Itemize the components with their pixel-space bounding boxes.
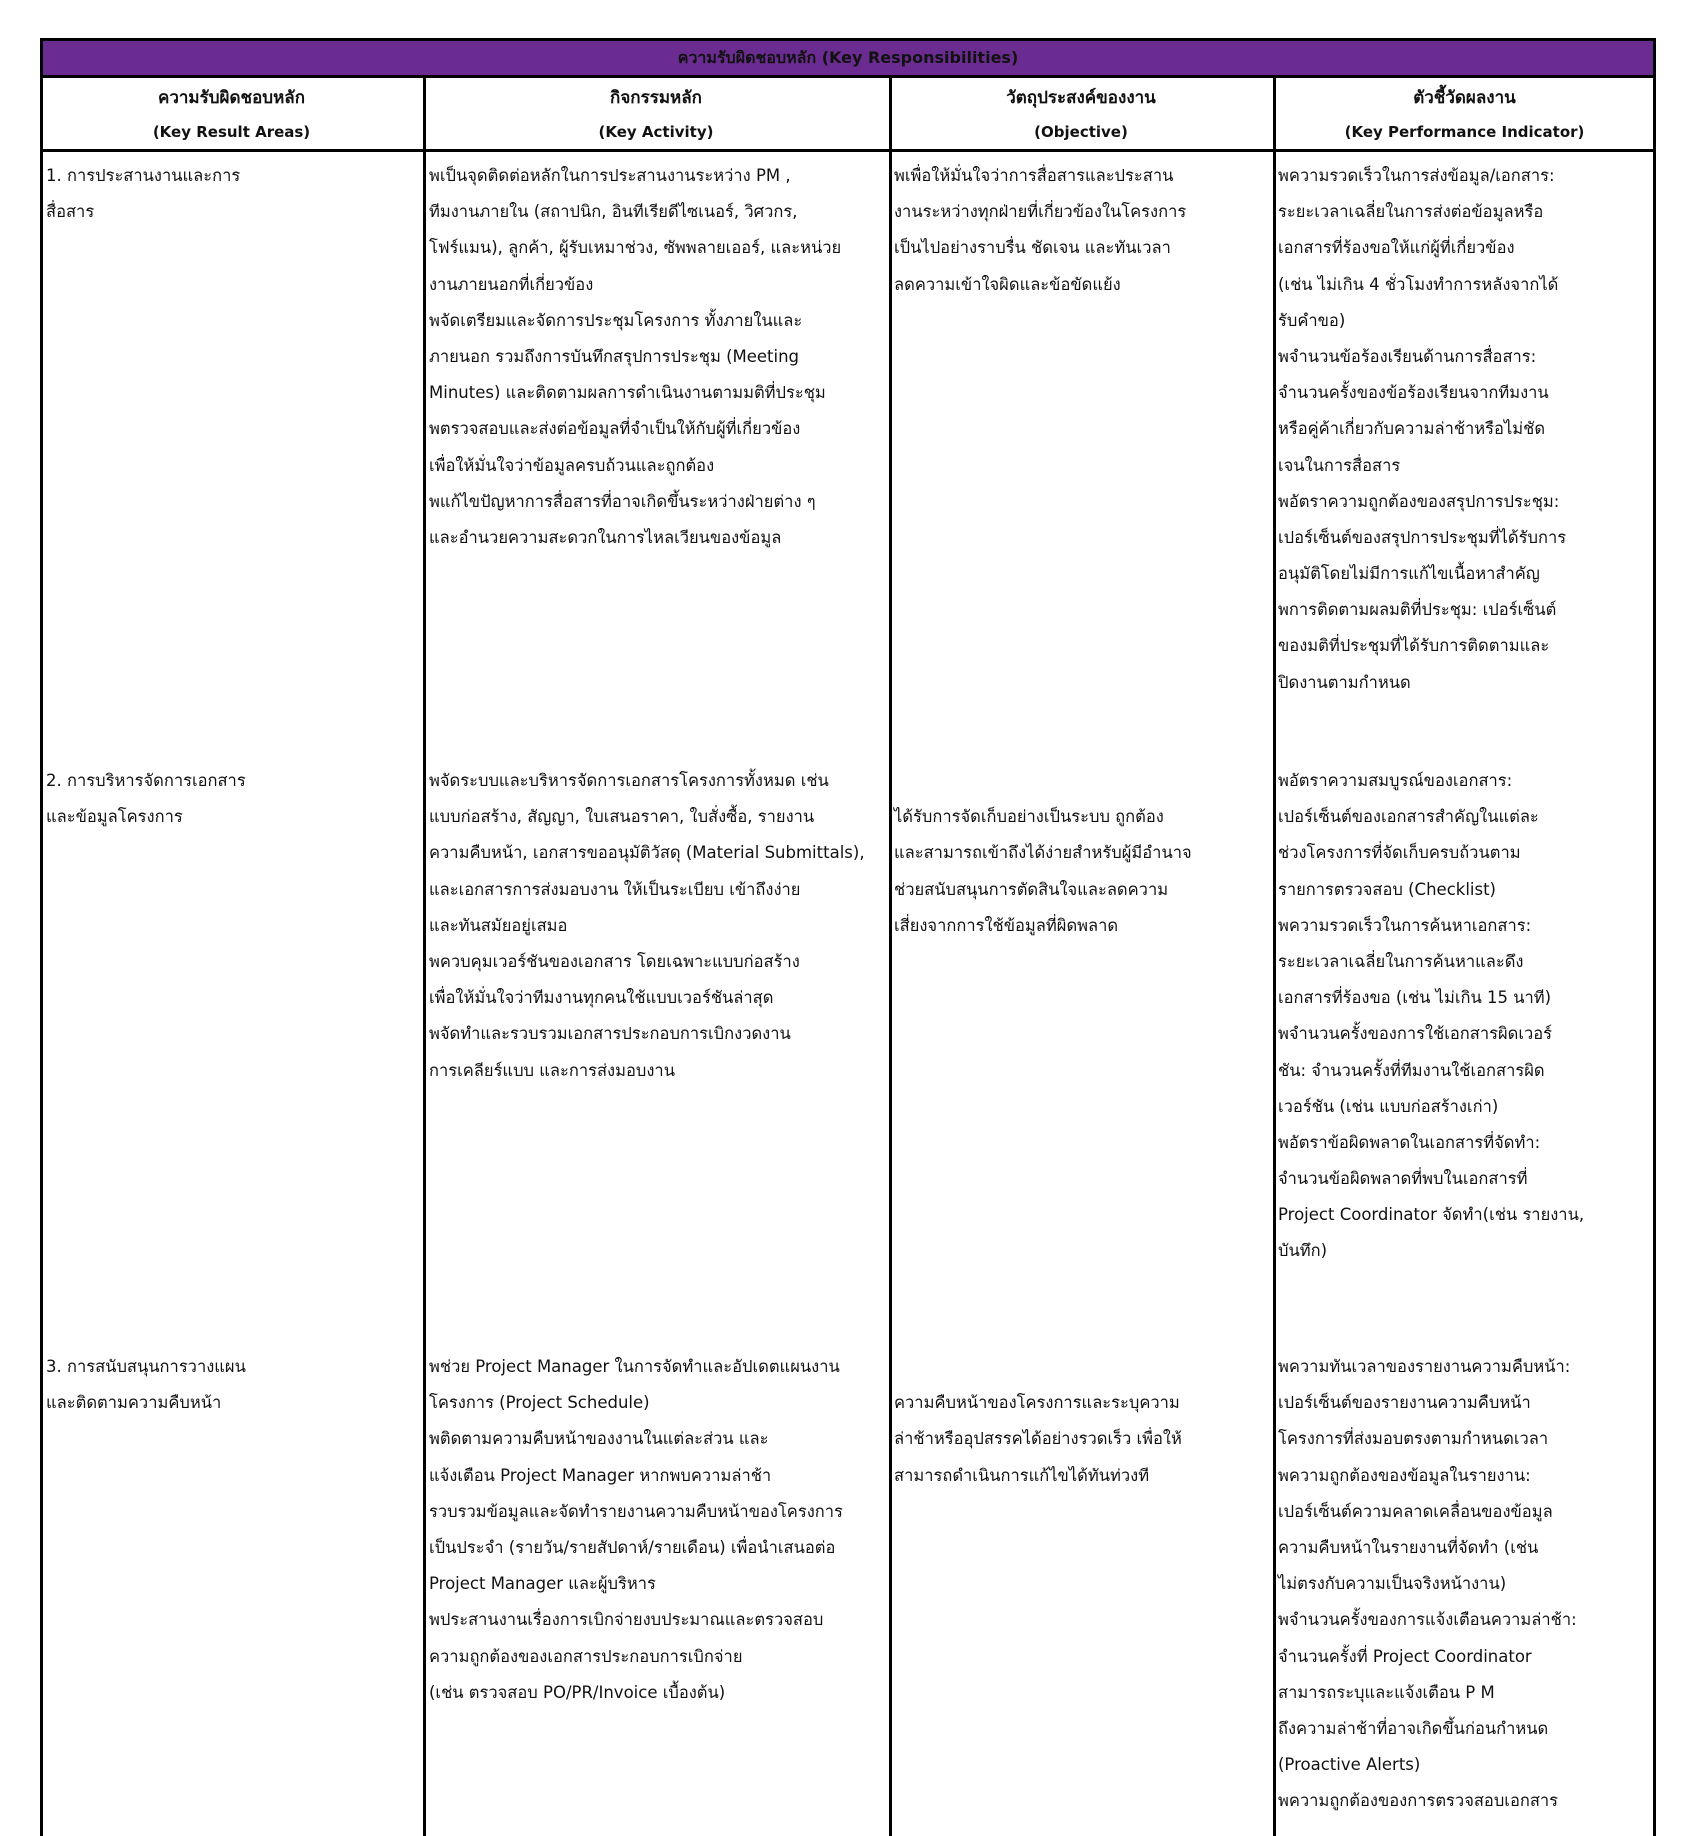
cell-text-line: แบบก่อสร้าง, สัญญา, ใบเสนอราคา, ใบสั่งซื้อ, รายงาน bbox=[429, 807, 815, 827]
cell-text-line: สามารถดำเนินการแก้ไขได้ทันท่วงที bbox=[894, 1465, 1150, 1485]
cell-text-line: พตรวจสอบและส่งต่อข้อมูลที่จำเป็นให้กับผู้ที่เกี่ยวข้อง bbox=[429, 419, 801, 439]
cell-text-line: พติดตามความคืบหน้าของงานในแต่ละส่วน และ bbox=[429, 1429, 769, 1449]
cell-text-line: พความถูกต้องของการตรวจสอบเอกสาร bbox=[1278, 1791, 1559, 1811]
cell-text-line: ทีมงานภายใน (สถาปนิก, อินทีเรียดีไซเนอร์, วิศวกร, bbox=[429, 202, 798, 222]
cell-text-line: โครงการที่ส่งมอบตรงตามกำหนดเวลา bbox=[1278, 1429, 1549, 1449]
cell-text-line: ความถูกต้องของเอกสารประกอบการเบิกจ่าย bbox=[429, 1646, 743, 1666]
cell-text-line: เจนในการสื่อสาร bbox=[1278, 455, 1401, 475]
cell-text-line: ถึงความล่าช้าที่อาจเกิดขึ้นก่อนกำหนด bbox=[1278, 1718, 1549, 1738]
cell-text-line: ได้รับการจัดเก็บอย่างเป็นระบบ ถูกต้อง bbox=[894, 807, 1164, 827]
cell-text-line: เปอร์เซ็นต์ของสรุปการประชุมที่ได้รับการ bbox=[1278, 527, 1567, 547]
cell-text-line: จำนวนครั้งของข้อร้องเรียนจากทีมงาน bbox=[1278, 383, 1549, 403]
column-header-objective bbox=[889, 78, 1273, 152]
cell-text-line: (Proactive Alerts) bbox=[1278, 1755, 1421, 1775]
objective-cell bbox=[894, 158, 1186, 303]
cell-text-line: เอกสารที่ร้องขอให้แก่ผู้ที่เกี่ยวข้อง bbox=[1278, 238, 1515, 258]
cell-text-line: พความทันเวลาของรายงานความคืบหน้า: bbox=[1278, 1357, 1571, 1376]
cell-text-line: ของมติที่ประชุมที่ได้รับการติดตามและ bbox=[1278, 636, 1550, 656]
cell-text-line: ลดความเข้าใจผิดและข้อขัดแย้ง bbox=[894, 274, 1121, 294]
cell-text-line: รับคำขอ) bbox=[1278, 310, 1346, 330]
cell-text-line: โฟร์แมน), ลูกค้า, ผู้รับเหมาช่วง, ซัพพลายเออร์, และหน่วย bbox=[429, 238, 842, 258]
column-header-key-result-areas bbox=[40, 78, 423, 152]
kpi-cell bbox=[1278, 763, 1584, 1270]
cell-text-line: เปอร์เซ็นต์ของเอกสารสำคัญในแต่ละ bbox=[1278, 807, 1539, 827]
cell-text-line: Project Manager และผู้บริหาร bbox=[429, 1574, 656, 1594]
cell-text-line: Project Coordinator จัดทำ(เช่น รายงาน, bbox=[1278, 1205, 1585, 1225]
column-title: วัตถุประสงค์ของงาน bbox=[1006, 88, 1156, 108]
cell-text-line: 3. การสนับสนุนการวางแผน bbox=[46, 1357, 246, 1376]
column-subtitle: (Key Result Areas) bbox=[152, 123, 311, 141]
cell-text-line: งานภายนอกที่เกี่ยวข้อง bbox=[429, 274, 594, 294]
cell-text-line: เสี่ยงจากการใช้ข้อมูลที่ผิดพลาด bbox=[894, 915, 1119, 935]
cell-text-line: (เช่น ไม่เกิน 4 ชั่วโมงทำการหลังจากได้ bbox=[1278, 274, 1559, 294]
cell-text-line: หรือคู่ค้าเกี่ยวกับความล่าช้าหรือไม่ชัด bbox=[1278, 419, 1546, 439]
column-title: ตัวชี้วัดผลงาน bbox=[1413, 88, 1516, 108]
cell-text-line: เพื่อให้มั่นใจว่าทีมงานทุกคนใช้แบบเวอร์ชันล่าสุด bbox=[429, 988, 774, 1008]
cell-text-line: ภายนอก รวมถึงการบันทึกสรุปการประชุม (Meeting bbox=[429, 346, 800, 366]
kpi-cell bbox=[1278, 1349, 1577, 1819]
column-divider bbox=[423, 78, 426, 1836]
cell-text-line: พเพื่อให้มั่นใจว่าการสื่อสารและประสาน bbox=[894, 166, 1174, 185]
column-divider bbox=[1273, 78, 1276, 1836]
column-divider bbox=[40, 78, 43, 1836]
cell-text-line: ความคืบหน้า, เอกสารขออนุมัติวัสดุ (Material Submittals), bbox=[429, 843, 865, 863]
responsibilities-document bbox=[40, 38, 1656, 1836]
key-activity-cell bbox=[429, 158, 841, 556]
cell-text-line: การเคลียร์แบบ และการส่งมอบงาน bbox=[429, 1060, 675, 1080]
cell-text-line: และอำนวยความสะดวกในการไหลเวียนของข้อมูล bbox=[429, 527, 782, 547]
cell-text-line: พความถูกต้องของข้อมูลในรายงาน: bbox=[1278, 1465, 1531, 1485]
column-header-key-activity bbox=[423, 78, 889, 152]
cell-text-line: ระยะเวลาเฉลี่ยในการค้นหาและดึง bbox=[1278, 951, 1524, 971]
cell-text-line: Minutes) และติดตามผลการดำเนินงานตามมติที่ประชุม bbox=[429, 383, 826, 403]
cell-text-line: เอกสารที่ร้องขอ (เช่น ไม่เกิน 15 นาที) bbox=[1278, 988, 1552, 1008]
cell-text-line: ปิดงานตามกำหนด bbox=[1278, 672, 1411, 692]
cell-text-line: และทันสมัยอยู่เสมอ bbox=[429, 915, 568, 935]
cell-text-line: ความคืบหน้าในรายงานที่จัดทำ (เช่น bbox=[1278, 1537, 1539, 1557]
objective-cell bbox=[894, 1349, 1182, 1494]
cell-text-line: อนุมัติโดยไม่มีการแก้ไขเนื้อหาสำคัญ bbox=[1278, 564, 1540, 584]
cell-text-line: พจำนวนข้อร้องเรียนด้านการสื่อสาร: bbox=[1278, 346, 1537, 366]
cell-text-line: ไม่ตรงกับความเป็นจริงหน้างาน) bbox=[1278, 1574, 1507, 1594]
cell-text-line: ระยะเวลาเฉลี่ยในการส่งต่อข้อมูลหรือ bbox=[1278, 202, 1544, 222]
cell-text-line: จำนวนครั้งที่ Project Coordinator bbox=[1278, 1646, 1532, 1666]
key-result-area-cell bbox=[46, 158, 240, 230]
column-title: ความรับผิดชอบหลัก bbox=[157, 88, 306, 108]
key-result-area-cell bbox=[46, 1349, 246, 1421]
cell-text-line: และเอกสารการส่งมอบงาน ให้เป็นระเบียบ เข้าถึงง่าย bbox=[429, 879, 801, 899]
cell-text-line: พความรวดเร็วในการค้นหาเอกสาร: bbox=[1278, 915, 1532, 935]
cell-text-line: 2. การบริหารจัดการเอกสาร bbox=[46, 771, 246, 790]
cell-text-line: เป็นประจำ (รายวัน/รายสัปดาห์/รายเดือน) เพื่อนำเสนอต่อ bbox=[429, 1537, 836, 1557]
objective-cell bbox=[894, 763, 1192, 944]
cell-text-line: เป็นไปอย่างราบรื่น ชัดเจน และทันเวลา bbox=[894, 238, 1171, 258]
cell-text-line: พจัดระบบและบริหารจัดการเอกสารโครงการทั้งหมด เช่น bbox=[429, 771, 829, 790]
cell-text-line: ความคืบหน้าของโครงการและระบุความ bbox=[894, 1393, 1180, 1413]
cell-text-line: จำนวนข้อผิดพลาดที่พบในเอกสารที่ bbox=[1278, 1169, 1528, 1189]
cell-text-line: เพื่อให้มั่นใจว่าข้อมูลครบถ้วนและถูกต้อง bbox=[429, 455, 715, 475]
key-result-area-cell bbox=[46, 763, 246, 835]
cell-text-line: พประสานงานเรื่องการเบิกจ่ายงบประมาณและตรวจสอบ bbox=[429, 1610, 824, 1630]
cell-text-line: ช่วยสนับสนุนการตัดสินใจและลดความ bbox=[894, 879, 1169, 899]
cell-text-line: และข้อมูลโครงการ bbox=[46, 807, 183, 827]
cell-text-line: พจำนวนครั้งของการแจ้งเตือนความล่าช้า: bbox=[1278, 1610, 1577, 1630]
cell-text-line: พจัดเตรียมและจัดการประชุมโครงการ ทั้งภายในและ bbox=[429, 310, 803, 330]
cell-text-line: ล่าช้าหรืออุปสรรคได้อย่างรวดเร็ว เพื่อให้ bbox=[894, 1429, 1182, 1449]
cell-text-line: พจัดทำและรวบรวมเอกสารประกอบการเบิกงวดงาน bbox=[429, 1024, 791, 1044]
cell-text-line: รวบรวมข้อมูลและจัดทำรายงานความคืบหน้าของโครงการ bbox=[429, 1501, 843, 1521]
cell-text-line: เปอร์เซ็นต์ความคลาดเคลื่อนของข้อมูล bbox=[1278, 1501, 1553, 1521]
cell-text-line: แจ้งเตือน Project Manager หากพบความล่าช้า bbox=[429, 1465, 772, 1485]
cell-text-line: ช่วงโครงการที่จัดเก็บครบถ้วนตาม bbox=[1278, 843, 1521, 863]
cell-text-line bbox=[894, 1349, 1182, 1385]
kpi-cell bbox=[1278, 158, 1566, 701]
cell-text-line: พช่วย Project Manager ในการจัดทำและอัปเดตแผนงาน bbox=[429, 1357, 840, 1376]
cell-text-line: บันทึก) bbox=[1278, 1241, 1328, 1261]
cell-text-line: รายการตรวจสอบ (Checklist) bbox=[1278, 879, 1496, 899]
column-subtitle: (Objective) bbox=[1034, 123, 1128, 141]
cell-text-line: และสามารถเข้าถึงได้ง่ายสำหรับผู้มีอำนาจ bbox=[894, 843, 1192, 863]
key-activity-cell bbox=[429, 763, 865, 1089]
column-header-kpi bbox=[1273, 78, 1656, 152]
cell-text-line: ชัน: จำนวนครั้งที่ทีมงานใช้เอกสารผิด bbox=[1278, 1060, 1545, 1080]
cell-text-line: พอัตราข้อผิดพลาดในเอกสารที่จัดทำ: bbox=[1278, 1132, 1541, 1152]
cell-text-line: พควบคุมเวอร์ชันของเอกสาร โดยเฉพาะแบบก่อสร้าง bbox=[429, 951, 800, 971]
cell-text-line: 1. การประสานงานและการ bbox=[46, 166, 241, 185]
cell-text-line: (เช่น ตรวจสอบ PO/PR/Invoice เบื้องต้น) bbox=[429, 1682, 726, 1702]
key-activity-cell bbox=[429, 1349, 843, 1711]
cell-text-line: พการติดตามผลมติที่ประชุม: เปอร์เซ็นต์ bbox=[1278, 600, 1557, 620]
column-title: กิจกรรมหลัก bbox=[610, 88, 702, 108]
column-subtitle: (Key Activity) bbox=[598, 123, 714, 141]
cell-text-line: เวอร์ชัน (เช่น แบบก่อสร้างเก่า) bbox=[1278, 1096, 1499, 1116]
cell-text-line: โครงการ (Project Schedule) bbox=[429, 1393, 650, 1413]
cell-text-line: พจำนวนครั้งของการใช้เอกสารผิดเวอร์ bbox=[1278, 1024, 1553, 1044]
cell-text-line: พแก้ไขปัญหาการสื่อสารที่อาจเกิดขึ้นระหว่างฝ่ายต่าง ๆ bbox=[429, 491, 816, 511]
cell-text-line: และติดตามความคืบหน้า bbox=[46, 1393, 222, 1413]
column-divider bbox=[889, 78, 892, 1836]
cell-text-line: งานระหว่างทุกฝ่ายที่เกี่ยวข้องในโครงการ bbox=[894, 202, 1187, 222]
cell-text-line: สามารถระบุและแจ้งเตือน P M bbox=[1278, 1682, 1495, 1702]
cell-text-line: เปอร์เซ็นต์ของรายงานความคืบหน้า bbox=[1278, 1393, 1531, 1413]
cell-text-line: พอัตราความสมบูรณ์ของเอกสาร: bbox=[1278, 771, 1513, 790]
column-subtitle: (Key Performance Indicator) bbox=[1344, 123, 1585, 141]
cell-text-line bbox=[894, 763, 1192, 799]
cell-text-line: สื่อสาร bbox=[46, 202, 95, 222]
column-divider bbox=[1653, 78, 1656, 1836]
cell-text-line: พอัตราความถูกต้องของสรุปการประชุม: bbox=[1278, 491, 1560, 511]
cell-text-line: พเป็นจุดติดต่อหลักในการประสานงานระหว่าง PM , bbox=[429, 166, 791, 185]
table-banner: ความรับผิดชอบหลัก (Key Responsibilities) bbox=[40, 38, 1656, 78]
cell-text-line: พความรวดเร็วในการส่งข้อมูล/เอกสาร: bbox=[1278, 166, 1555, 185]
